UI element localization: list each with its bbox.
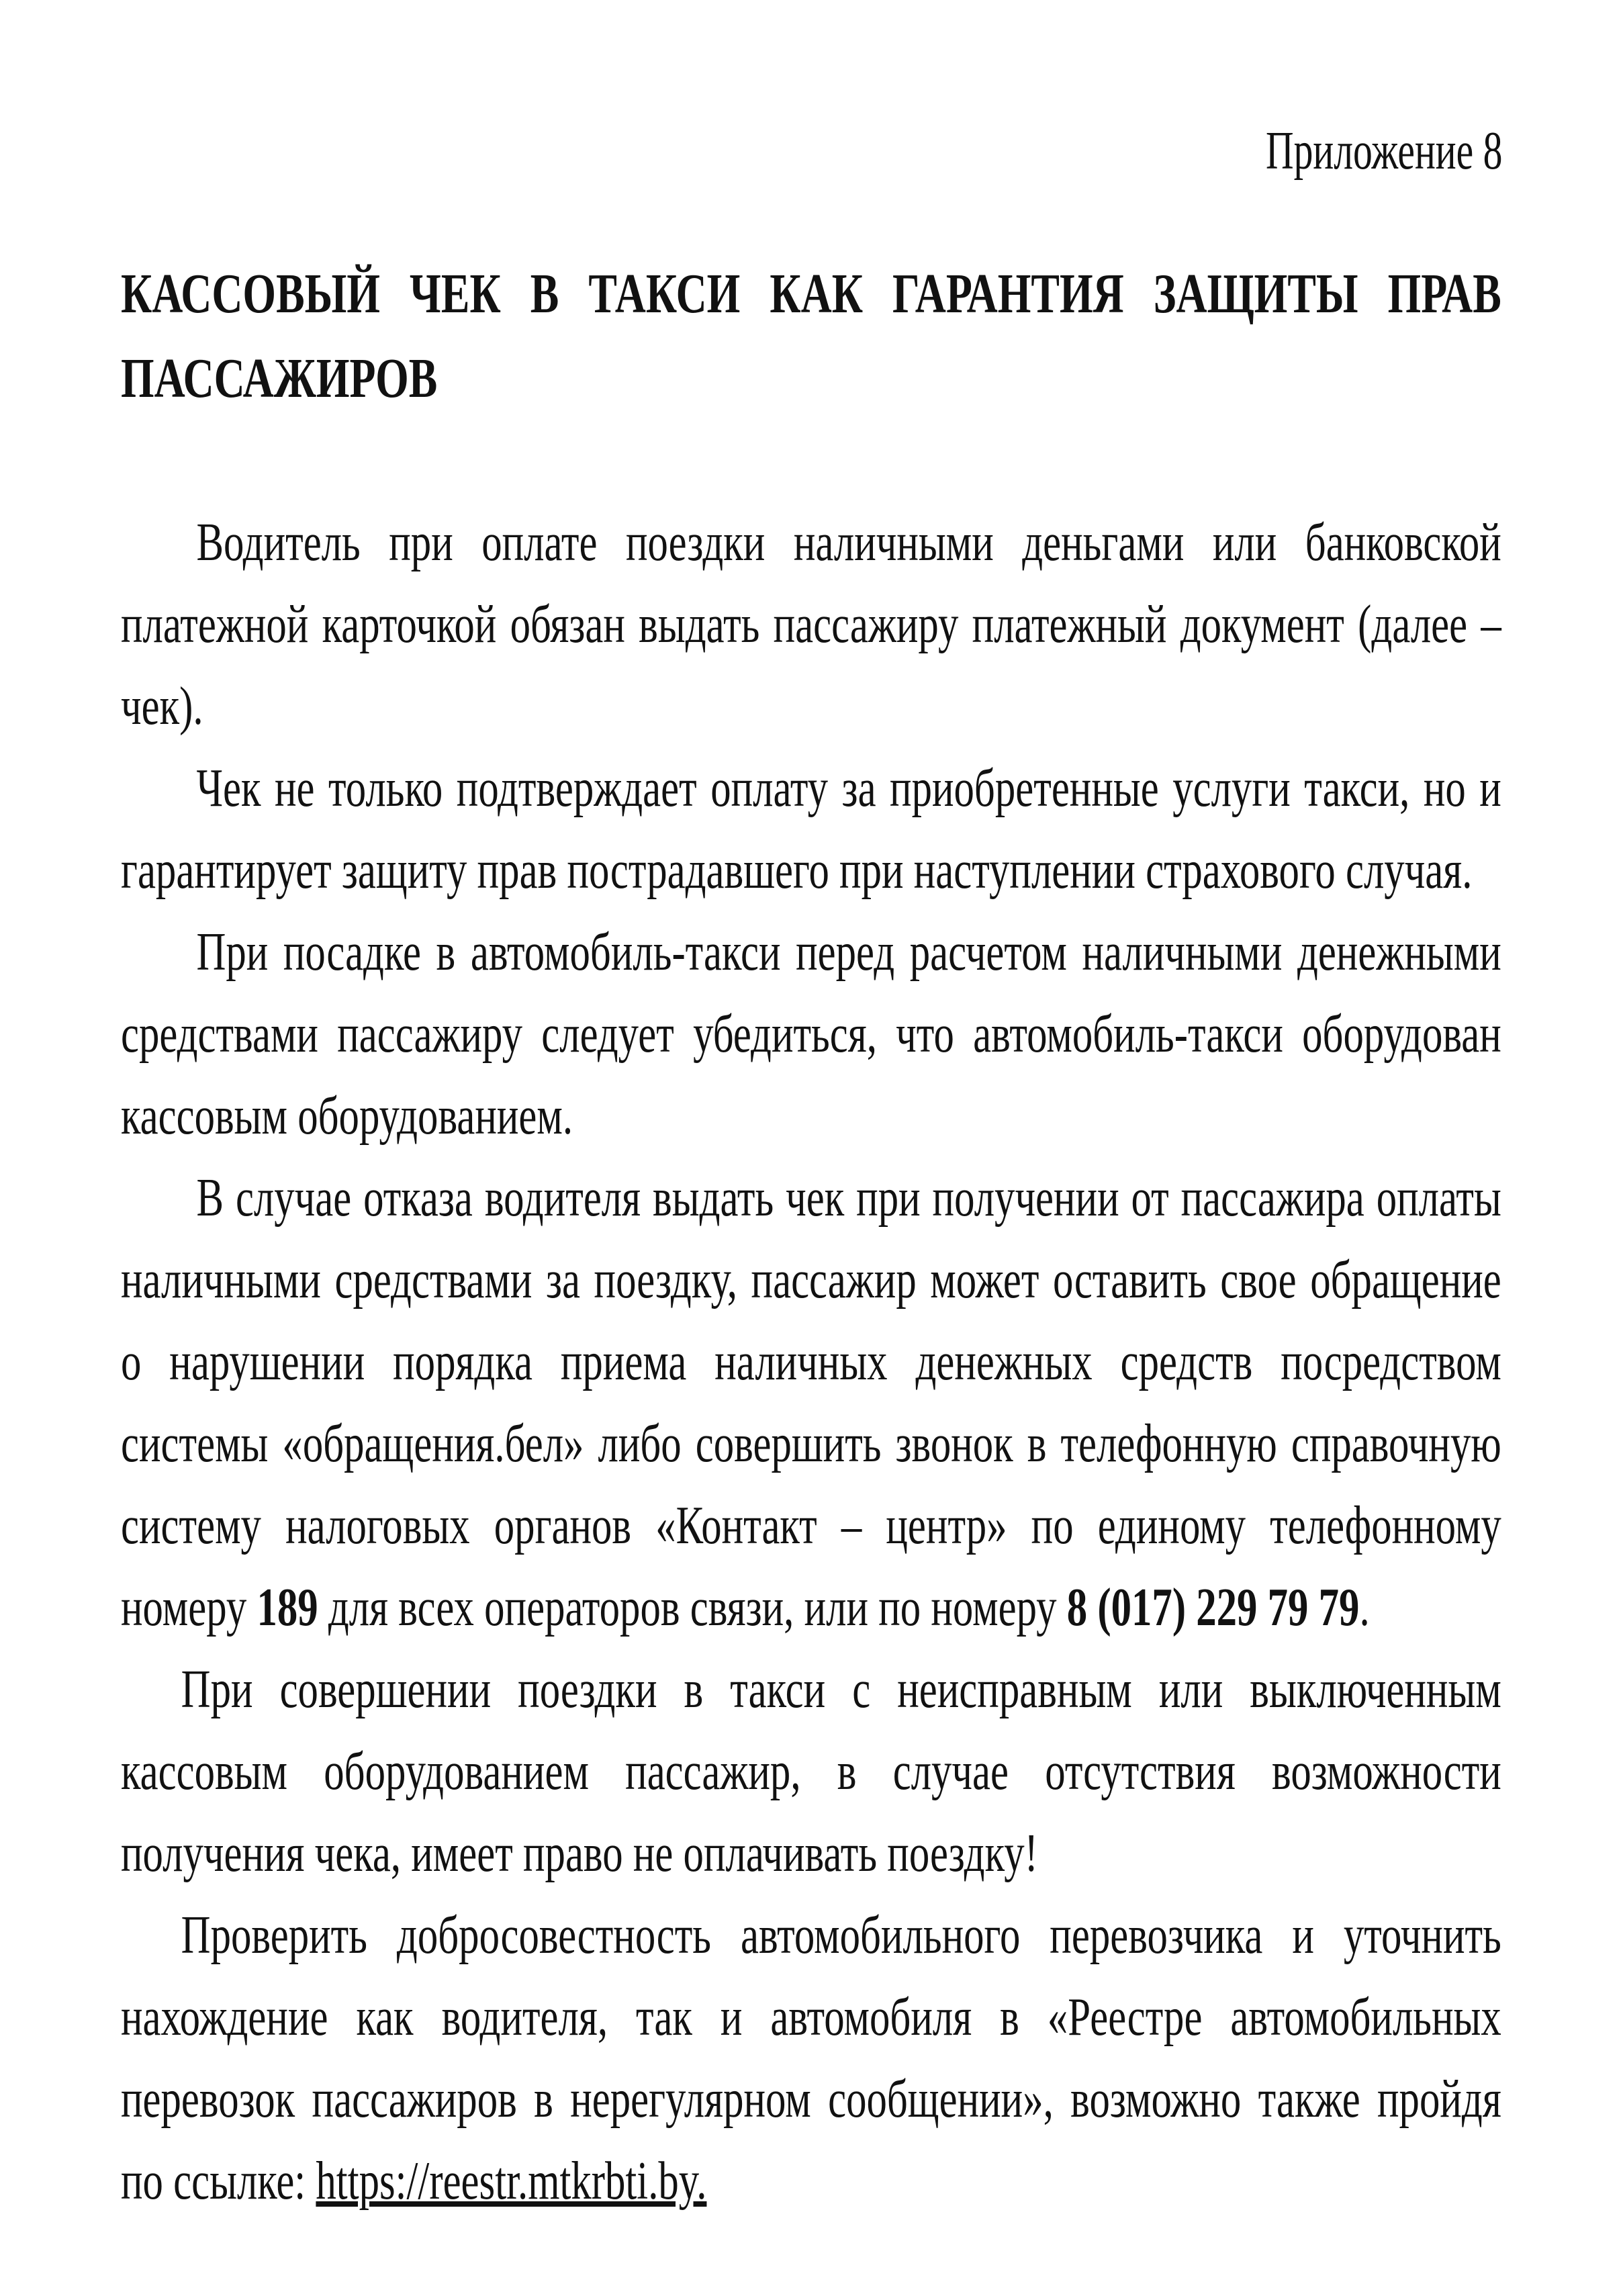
document-content <box>121 252 1501 2222</box>
short-phone-number: 189 <box>257 1578 318 1637</box>
paragraph-right-not-to-pay: При совершении поездки в такси с неисправным или выключенным кассовым оборудованием пассажир, в случае отсутствия возможности получения чека, имеет право не оплачивать поездку! <box>121 1660 1501 1883</box>
document-title: КАССОВЫЙ ЧЕК В ТАКСИ КАК ГАРАНТИЯ ЗАЩИТЫ ПРАВ ПАССАЖИРОВ <box>121 263 1501 410</box>
full-phone-number: 8 (017) 229 79 79 <box>1066 1578 1360 1637</box>
document-body <box>121 502 1501 2222</box>
paragraph-driver-obligation: Водитель при оплате поездки наличными деньгами или банковской платежной карточкой обязан выдать пассажиру платежный документ (далее – чек). <box>121 513 1501 736</box>
paragraph-complaint-contacts <box>121 1157 1501 1649</box>
complaint-text-part3: . <box>1359 1578 1370 1637</box>
complaint-text-part2: для всех операторов связи, или по номеру <box>318 1578 1067 1637</box>
paragraph-receipt-guarantee: Чек не только подтверждает оплату за приобретенные услуги такси, но и гарантирует защиту прав пострадавшего при наступлении страхового случая. <box>121 759 1501 900</box>
paragraph-check-equipment: При посадке в автомобиль-такси перед расчетом наличными денежными средствами пассажиру следует убедиться, что автомобиль-такси оборудован кассовым оборудованием. <box>121 923 1501 1146</box>
complaint-text-part1: В случае отказа водителя выдать чек при получении от пассажира оплаты наличными средствами за поездку, пассажир может оставить свое обращение о нарушении порядка приема наличных денежных средств посредством системы «обращения.бел» либо совершить звонок в телефонную справочную систему налоговых органов «Контакт – центр» по единому телефонному номеру <box>121 1168 1501 1637</box>
registry-link[interactable]: https://reestr.mtkrbti.by. <box>316 2152 707 2211</box>
paragraph-registry-check <box>121 1894 1501 2222</box>
appendix-label: Приложение 8 <box>1265 122 1502 181</box>
registry-text: Проверить добросовестность автомобильного перевозчика и уточнить нахождение как водителя, так и автомобиля в «Реестре автомобильных перевозок пассажиров в нерегулярном сообщении», возможно также пройдя по ссылке: <box>121 1906 1501 2211</box>
